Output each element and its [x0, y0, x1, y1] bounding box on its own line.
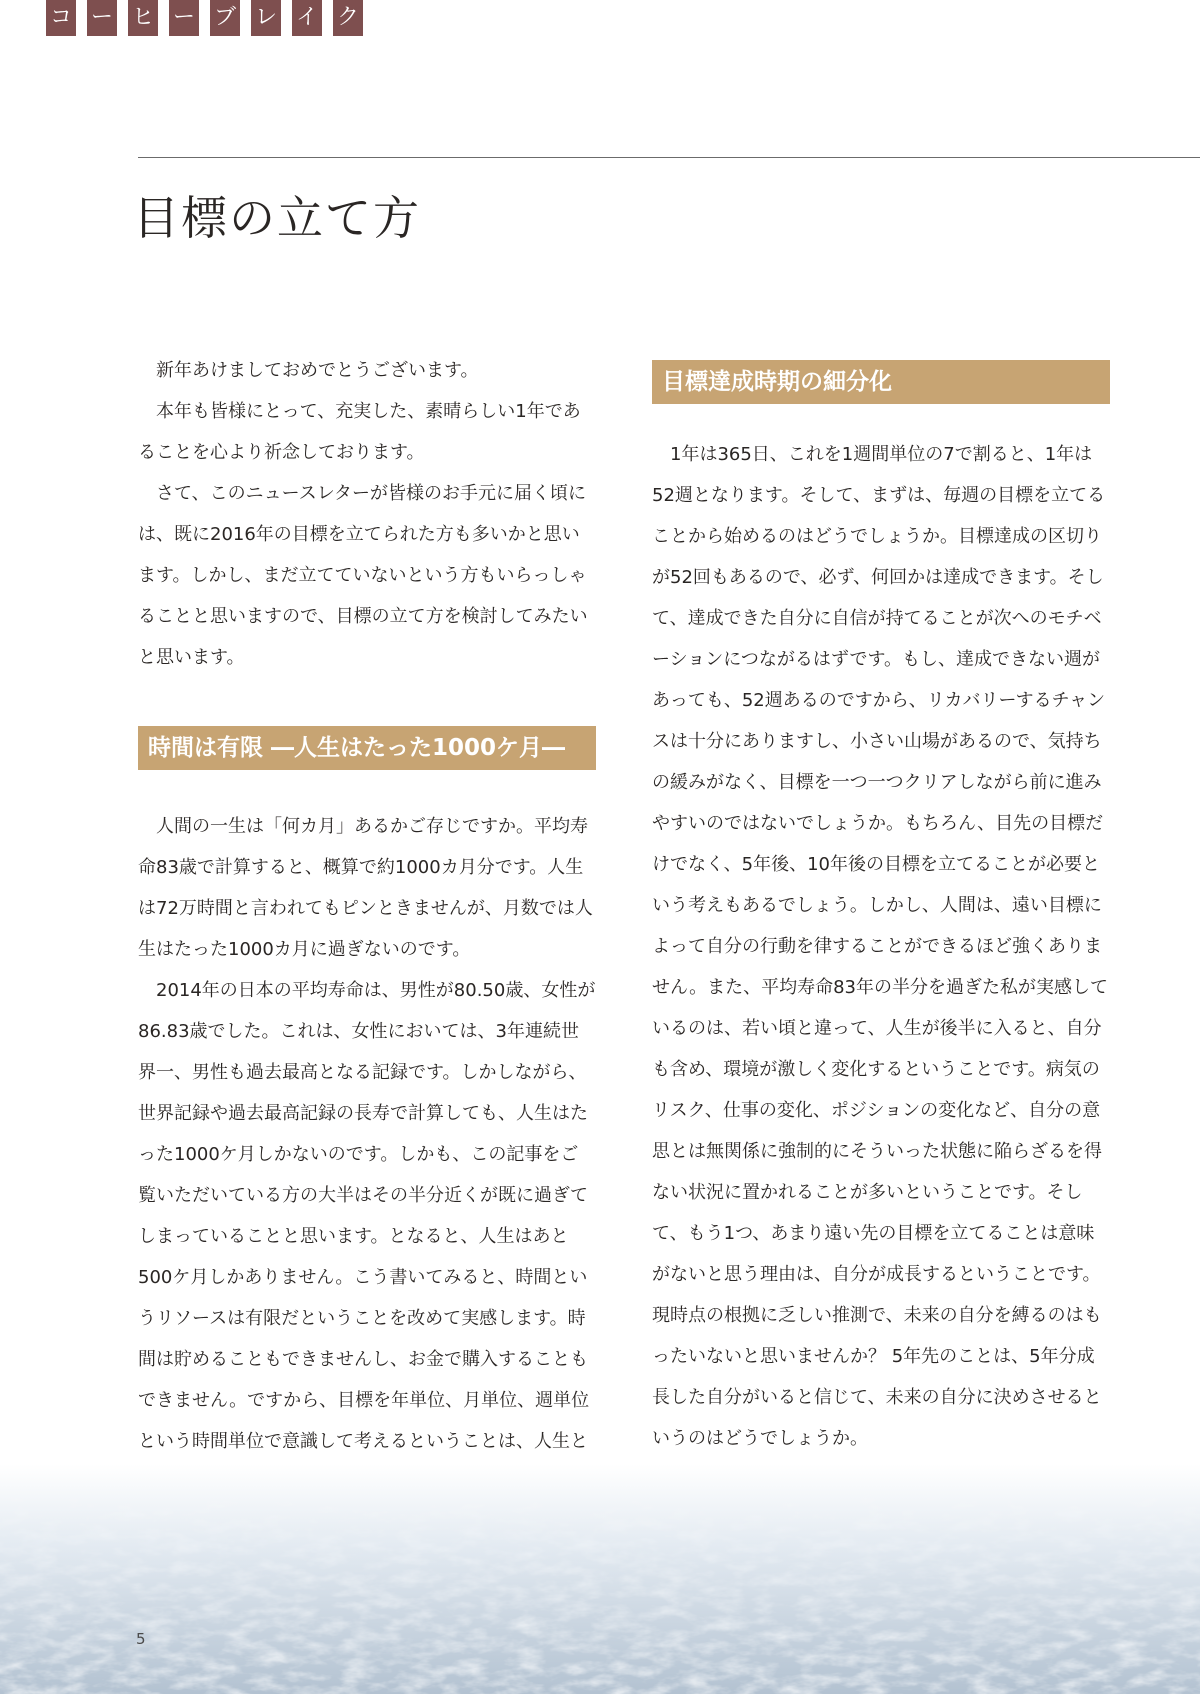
intro-paragraph: 新年あけましておめでとうございます。	[156, 360, 479, 381]
banner-char: ク	[333, 0, 363, 36]
page-title: 目標の立て方	[133, 191, 421, 245]
intro-paragraph: さて、このニュースレターが皆様のお手元に届く頃には、既に2016年の目標を立てられた方も多いかと思います。しかし、まだ立てていないという方もいらっしゃることと思いますので、目標の立て方を検討してみたいと思います。	[138, 483, 588, 668]
banner-char: ー	[87, 0, 117, 36]
right-column	[652, 360, 1110, 1459]
body-paragraph: 人間の一生は「何カ月」あるかご存じですか。平均寿命83歳で計算すると、概算で約1000カ月分です。人生は72万時間と言われてもピンときませんが、月数では人生はたった1000カ月に過ぎないのです。	[138, 816, 593, 960]
section-banner	[46, 0, 363, 36]
left-column	[138, 350, 596, 1503]
body-paragraph: 2014年の日本の平均寿命は、男性が80.50歳、女性が86.83歳でした。これは、女性においては、3年連続世界一、男性も過去最高となる記録です。しかしながら、世界記録や過去最高記録の長寿で計算しても、人生はたった1000ケ月しかないのです。しかも、この記事をご覧いただいている方の大半はその半分近くが既に過ぎてしまっていることと思います。となると、人生はあと500ケ月しかありません。こう書いてみると、時間というリソースは有限だということを改めて実感します。時間は貯めることもできませんし、お金で購入することもできません。ですから、目標を年単位、月単位、週単位という時間単位で意識して考えるということは、人生と	[138, 980, 596, 1452]
title-rule	[138, 157, 1200, 158]
page-number: 5	[136, 1630, 146, 1648]
banner-char: レ	[251, 0, 281, 36]
intro-paragraph: 本年も皆様にとって、充実した、素晴らしい1年であることを心より祈念しております。	[138, 401, 581, 463]
banner-char: イ	[292, 0, 322, 36]
banner-char: ー	[169, 0, 199, 36]
banner-char: ヒ	[128, 0, 158, 36]
section-heading-goal-breakdown: 目標達成時期の細分化	[652, 360, 1110, 404]
section-heading-time-limit: 時間は有限 ―人生はたった1000ケ月―	[138, 726, 596, 770]
body-paragraph: 1年は365日、これを1週間単位の7で割ると、1年は52週となります。そして、まずは、毎週の目標を立てることから始めるのはどうでしょうか。目標達成の区切りが52回もあるので、必ず、何回かは達成できます。そして、達成できた自分に自信が持てることが次へのモチベーションにつながるはずです。もし、達成できない週があっても、52週あるのですから、リカバリーするチャンスは十分にありますし、小さい山場があるので、気持ちの緩みがなく、目標を一つ一つクリアしながら前に進みやすいのではないでしょうか。もちろん、目先の目標だけでなく、5年後、10年後の目標を立てることが必要という考えもあるでしょう。しかし、人間は、遠い目標によって自分の行動を律することができるほど強くありません。また、平均寿命83年の半分を過ぎた私が実感しているのは、若い頃と違って、人生が後半に入ると、自分も含め、環境が激しく変化するということです。病気のリスク、仕事の変化、ポジションの変化など、自分の意思とは無関係に強制的にそういった状態に陥らざるを得ない状況に置かれることが多いということです。そして、もう1つ、あまり遠い先の目標を立てることは意味がないと思う理由は、自分が成長するということです。現時点の根拠に乏しい推測で、未来の自分を縛るのはもったいないと思いませんか？ 5年先のことは、5年分成長した自分がいると信じて、未来の自分に決めさせるというのはどうでしょうか。	[652, 444, 1108, 1449]
snow-background-image	[0, 1464, 1200, 1694]
banner-char: ブ	[210, 0, 240, 36]
banner-char: コ	[46, 0, 76, 36]
